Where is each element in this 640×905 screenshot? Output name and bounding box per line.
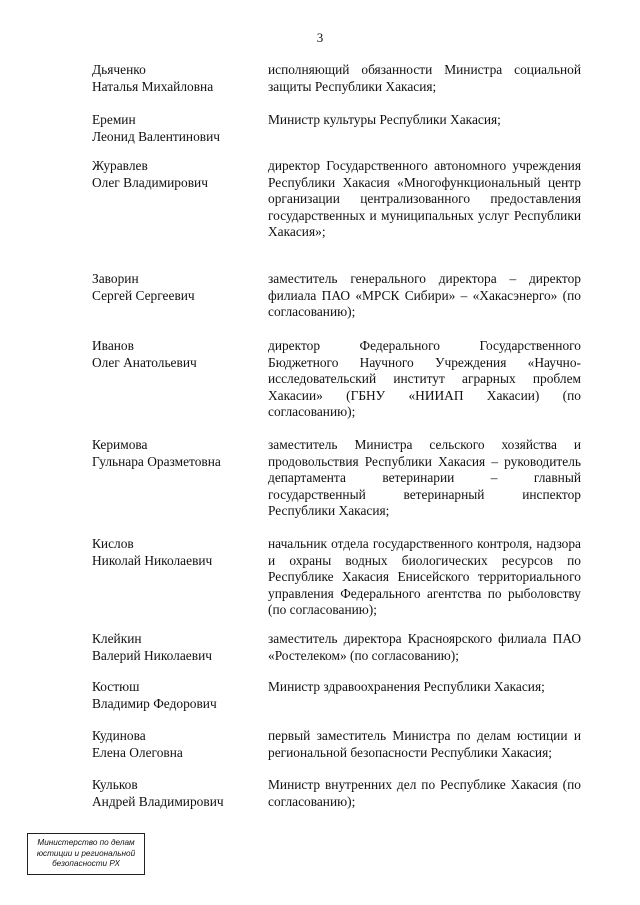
member-position: первый заместитель Министра по делам юстиции и региональной безопасности Республики Хакасия; — [268, 728, 581, 760]
member-last-name: Кудинова — [92, 728, 146, 743]
list-item — [92, 536, 592, 631]
member-first-name: Валерий Николаевич — [92, 647, 212, 663]
member-name — [92, 536, 268, 631]
member-first-name: Елена Олеговна — [92, 744, 183, 760]
member-name — [92, 728, 268, 777]
member-list — [92, 62, 592, 817]
member-name — [92, 631, 268, 679]
member-first-name: Гульнара Оразметовна — [92, 453, 221, 469]
list-item — [92, 338, 592, 437]
list-item — [92, 437, 592, 536]
ministry-stamp — [27, 833, 145, 875]
stamp-line: Министерство по делам — [37, 838, 135, 847]
member-last-name: Кислов — [92, 536, 134, 551]
stamp-line: безопасности РХ — [52, 859, 120, 868]
member-first-name: Николай Николаевич — [92, 552, 213, 568]
member-name — [92, 338, 268, 437]
member-position: начальник отдела государственного контроля, надзора и охраны водных биологических ресурсов по Республике Хакасия Енисейского территориального управления Федерального агентства по рыболовству (по согласованию); — [268, 536, 581, 617]
member-position: директор Федерального Государственного Бюджетного Научного Учреждения «Научно-исследовательский институт аграрных проблем Хакасии» (ГБНУ «НИИАП Хакасии) (по согласованию); — [268, 338, 581, 419]
member-last-name: Заворин — [92, 271, 139, 286]
list-item — [92, 631, 592, 679]
list-item — [92, 271, 592, 338]
member-last-name: Керимова — [92, 437, 148, 452]
member-last-name: Кульков — [92, 777, 138, 792]
member-position: Министр здравоохранения Республики Хакасия; — [268, 679, 545, 694]
member-name — [92, 158, 268, 271]
stamp-line: юстиции и региональной — [36, 848, 136, 858]
page-number: 3 — [316, 30, 324, 45]
list-item — [92, 62, 592, 112]
member-position: заместитель директора Красноярского филиала ПАО «Ростелеком» (по согласованию); — [268, 631, 581, 663]
member-position: исполняющий обязанности Министра социальной защиты Республики Хакасия; — [268, 62, 581, 94]
member-position: заместитель Министра сельского хозяйства и продовольствия Республики Хакасия – руководитель департамента ветеринарии – главный государственный ветеринарный инспектор Республики Хакасия; — [268, 437, 581, 518]
member-last-name: Еремин — [92, 112, 136, 127]
list-item — [92, 728, 592, 777]
member-name — [92, 62, 268, 112]
member-first-name: Сергей Сергеевич — [92, 287, 195, 303]
member-name — [92, 777, 268, 817]
list-item — [92, 158, 592, 271]
member-last-name: Дьяченко — [92, 62, 146, 77]
member-name — [92, 271, 268, 338]
list-item — [92, 679, 592, 728]
member-last-name: Иванов — [92, 338, 134, 353]
member-name — [92, 112, 268, 158]
member-first-name: Леонид Валентинович — [92, 128, 221, 144]
member-position: заместитель генерального директора – директор филиала ПАО «МРСК Сибири» – «Хакасэнерго» (по согласованию); — [268, 271, 581, 319]
member-name — [92, 437, 268, 536]
list-item — [92, 777, 592, 817]
member-position: Министр культуры Республики Хакасия; — [268, 112, 501, 127]
member-position: Министр внутренних дел по Республике Хакасия (по согласованию); — [268, 777, 581, 809]
member-last-name: Костюш — [92, 679, 140, 694]
member-last-name: Клейкин — [92, 631, 142, 646]
member-first-name: Наталья Михайловна — [92, 78, 214, 94]
member-first-name: Олег Владимирович — [92, 174, 208, 190]
member-first-name: Олег Анатольевич — [92, 354, 197, 370]
member-last-name: Журавлев — [92, 158, 148, 173]
member-name — [92, 679, 268, 728]
member-position: директор Государственного автономного учреждения Республики Хакасия «Многофункциональный центр организации централизованного предоставления государственных и муниципальных услуг Республики Хакасия»; — [268, 158, 581, 239]
member-first-name: Владимир Федорович — [92, 695, 217, 711]
member-first-name: Андрей Владимирович — [92, 793, 224, 809]
list-item — [92, 112, 592, 158]
